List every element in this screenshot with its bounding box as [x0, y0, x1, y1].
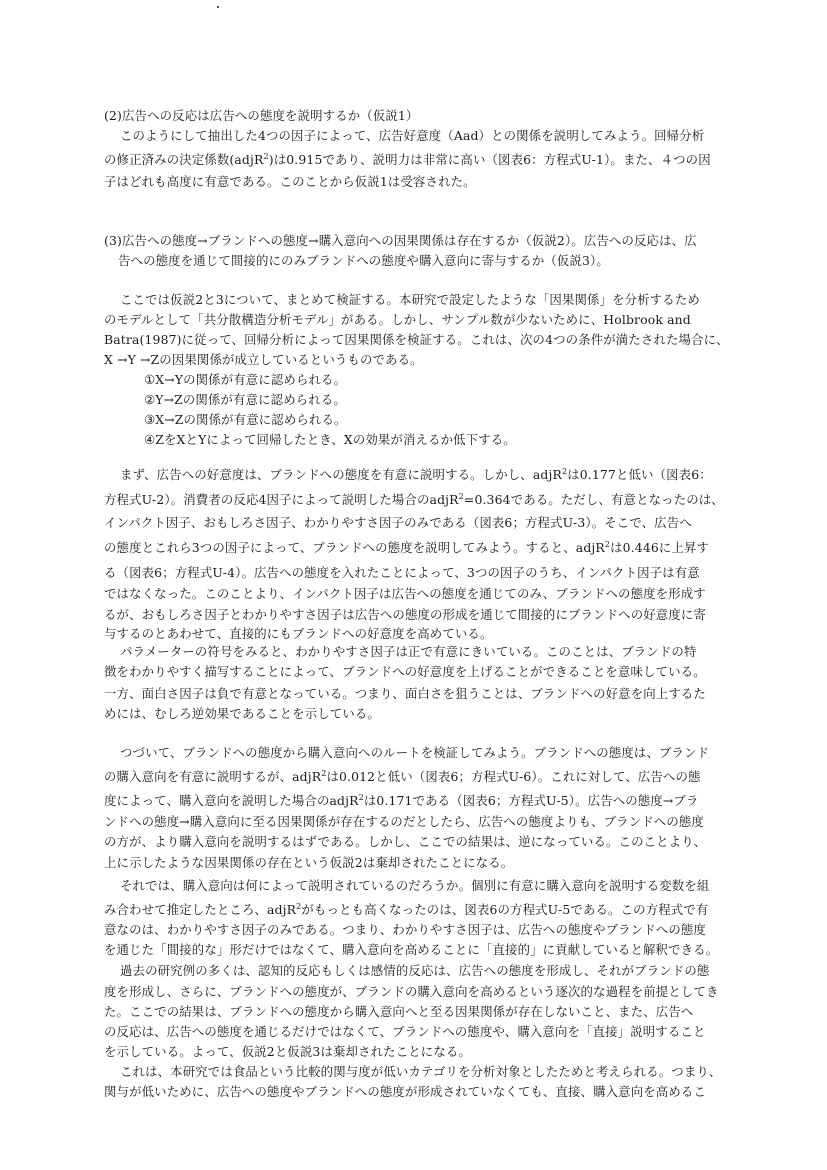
body-line: 関与が低いために、広告への態度やブランドへの態度が形成されていなくても、直接、購入意向を高めるこ	[104, 1084, 706, 1099]
section-heading: (2)広告への反応は広告への態度を説明するか（仮説1）	[104, 108, 419, 123]
body-line: 方程式U-2）。消費者の反応4因子によって説明した場合のadjR$^2$=0.364である。ただし、有意となったのは、	[104, 492, 724, 507]
condition-item: ④ZをXとYによって回帰したとき、Xの効果が消えるか低下する。	[144, 432, 516, 447]
body-line: た。ここでの結果は、ブランドへの態度から購入意向へと至る因果関係が存在しないこと、また、広告へ	[104, 1004, 694, 1019]
body-line: ここでは仮説2と3について、まとめて検証する。本研究で設定したような「因果関係」を分析するため	[120, 292, 700, 307]
body-line: 子はどれも高度に有意である。このことから仮説1は受容された。	[104, 174, 476, 189]
body-line: るが、おもしろさ因子とわかりやすさ因子は広告への態度の形成を通じて間接的にブランドへの好意度に寄	[104, 607, 706, 622]
condition-item: ①X→Yの関係が有意に認められる。	[144, 372, 347, 387]
body-line: 度によって、購入意向を説明した場合のadjR$^2$は0.171である（図表6；方程式U-5）。広告への態度→ブラ	[104, 793, 699, 808]
body-line: インパクト因子、おもしろさ因子、わかりやすさ因子のみである（図表6；方程式U-3）。そこで、広告へ	[104, 515, 692, 530]
condition-item: ③X→Zの関係が有意に認められる。	[144, 412, 347, 427]
body-line: の方が、より購入意向を説明するはずである。しかし、ここでの結果は、逆になっている。このことより、	[104, 834, 707, 849]
body-line: の反応は、広告への態度を通じるだけではなくて、ブランドへの態度や、購入意向を「直接」説明すること	[104, 1024, 706, 1039]
body-line: る（図表6；方程式U-4）。広告への態度を入れたことによって、3つの因子のうち、インパクト因子は有意	[104, 565, 700, 580]
body-line: 上に示したような因果関係の存在という仮説2は棄却されたことになる。	[104, 855, 514, 870]
section-heading: 告への態度を通じて間接的にのみブランドへの態度や購入意向に寄与するか（仮説3）。	[118, 253, 609, 268]
body-line: 徴をわかりやすく描写することによって、ブランドへの好意度を上げることができることを意味している。	[104, 664, 706, 679]
body-line: まず、広告への好意度は、ブランドへの態度を有意に説明する。しかし、adjR$^2$は0.177と低い（図表6：	[120, 467, 712, 482]
section-heading: (3)広告への態度→ブランドへの態度→購入意向への因果関係は存在するか（仮説2）。広告への反応は、広	[104, 233, 697, 248]
scan-speck	[217, 6, 219, 8]
body-line: つづいて、ブランドへの態度から購入意向へのルートを検証してみよう。ブランドへの態度は、ブランド	[120, 745, 710, 760]
body-line: の態度とこれら3つの因子によって、ブランドへの態度を説明してみよう。すると、adjR$^2$は0.446に上昇す	[104, 540, 710, 555]
body-line: 度を形成し、さらに、ブランドへの態度が、ブランドの購入意向を高めるという逐次的な過程を前提としてき	[104, 984, 719, 999]
body-line: 過去の研究例の多くは、認知的反応もしくは感情的反応は、広告への態度を形成し、それがブランドの態	[120, 963, 710, 978]
body-line: 意なのは、わかりやすさ因子のみである。つまり、わかりやすさ因子は、広告への態度やブランドへの態度	[104, 922, 706, 937]
body-line: このようにして抽出した4つの因子によって、広告好意度（Aad）との関係を説明してみよう。回帰分析	[120, 128, 705, 143]
body-line: の購入意向を有意に説明するが、adjR$^2$は0.012と低い（図表6；方程式U-6）。これに対して、広告への態	[104, 769, 701, 784]
body-line: の修正済みの決定係数(adjR$^2$)は0.915であり、説明力は非常に高い（図表6：方程式U-1）。また、４つの因	[104, 152, 711, 167]
body-line: それでは、購入意向は何によって説明されているのだろうか。個別に有意に購入意向を説明する変数を組	[120, 878, 710, 893]
body-line: Batra(1987)に従って、回帰分析によって因果関係を検証する。これは、次の4つの条件が満たされた場合に、	[104, 332, 729, 347]
body-line: 一方、面白さ因子は負で有意となっている。つまり、面白さを狙うことは、ブランドへの好意を向上するた	[104, 686, 706, 701]
body-line: を示している。よって、仮説2と仮説3は棄却されたことになる。	[104, 1044, 471, 1059]
body-line: のモデルとして「共分散構造分析モデル」がある。しかし、サンプル数が少ないために、Holbrook and	[104, 312, 691, 327]
body-line: ではなくなった。このことより、インパクト因子は広告への態度を通じてのみ、ブランドへの態度を形成す	[104, 586, 706, 601]
body-line: 与するのとあわせて、直接的にもブランドへの好意度を高めている。	[104, 626, 493, 641]
body-line: これは、本研究では食品という比較的関与度が低いカテゴリを分析対象としたためと考えられる。つまり、	[120, 1064, 722, 1079]
body-line: み合わせて推定したところ、adjR$^2$がもっとも高くなったのは、図表6の方程式U-5である。この方程式で有	[104, 902, 709, 917]
condition-item: ②Y→Zの関係が有意に認められる。	[144, 392, 346, 407]
body-line: を通じた「間接的な」形だけではなくて、購入意向を高めることに「直接的」に貢献していると解釈できる。	[104, 942, 719, 957]
body-line: めには、むしろ逆効果であることを示している。	[104, 706, 380, 721]
body-line: X →Y →Zの因果関係が成立しているというものである。	[104, 352, 423, 367]
body-line: パラメーターの符号をみると、わかりやすさ因子は正で有意にきいている。このことは、ブランドの特	[120, 644, 697, 659]
body-line: ンドへの態度→購入意向に至る因果関係が存在するのだとしたら、広告への態度よりも、ブランドへの態度	[104, 814, 704, 829]
